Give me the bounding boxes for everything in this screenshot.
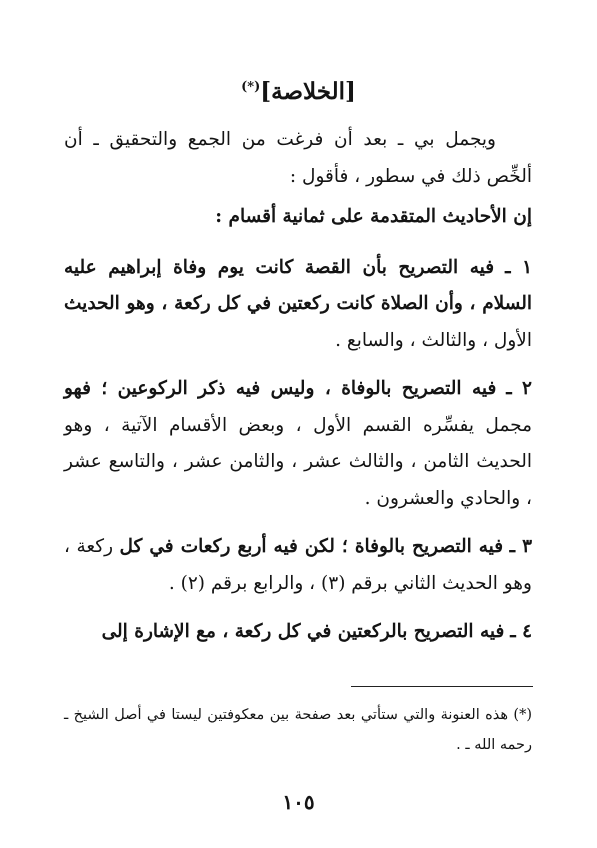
- list-item: [64, 529, 532, 602]
- list-item: [64, 614, 532, 651]
- list-item: [64, 250, 532, 360]
- section-title: [0, 78, 597, 105]
- item-number: ٢ ـ: [506, 378, 532, 399]
- item-bold-text: فيه التصريح بالوفاة ؛ لكن فيه أربع ركعات في كل: [119, 536, 504, 557]
- item-text: ركعة ، وهو الحديث الثاني برقم (٣) ، والرابع برقم (٢) .: [64, 536, 532, 594]
- item-number: ٣ ـ: [509, 536, 532, 557]
- item-bold-text: فيه التصريح بالوفاة ، وليس فيه ذكر الركوعين ؛ فهو: [64, 378, 497, 399]
- item-number: ٤ ـ: [510, 621, 532, 642]
- item-number: ١ ـ: [505, 256, 532, 278]
- main-text: [64, 122, 532, 663]
- item-bold-text: فيه التصريح بأن القصة كانت يوم وفاة إبراهيم عليه السلام ، وأن الصلاة كانت ركعتين في كل ركعة ، وهو الحديث: [64, 256, 532, 314]
- page-number: ١٠٥: [282, 790, 315, 814]
- item-text: مجمل يفسِّره القسم الأول ، وبعض الأقسام الآتية ، وهو الحديث الثامن ، والثالث عشر ، والثامن عشر ، والتاسع عشر ، والحادي والعشرون .: [64, 414, 532, 509]
- list-item: [64, 371, 532, 517]
- lead-paragraph: إن الأحاديث المتقدمة على ثمانية أقسام :: [215, 206, 532, 227]
- item-text: الأول ، والثالث ، والسابع .: [335, 329, 532, 351]
- intro-paragraph: ويجمل بي ـ بعد أن فرغت من الجمع والتحقيق ـ أن ألخِّص ذلك في سطور ، فأقول :: [64, 129, 532, 187]
- footnote: (*) هذه العنونة والتي ستأتي بعد صفحة بين معكوفتين ليستا في أصل الشيخ ـ رحمه الله ـ .: [64, 707, 532, 753]
- footnote-divider: [351, 686, 533, 687]
- footnote-marker: (*): [241, 79, 261, 95]
- section-title-text: [الخلاصة]: [260, 78, 356, 105]
- item-bold-text: فيه التصريح بالركعتين في كل ركعة ، مع الإشارة إلى: [101, 621, 505, 642]
